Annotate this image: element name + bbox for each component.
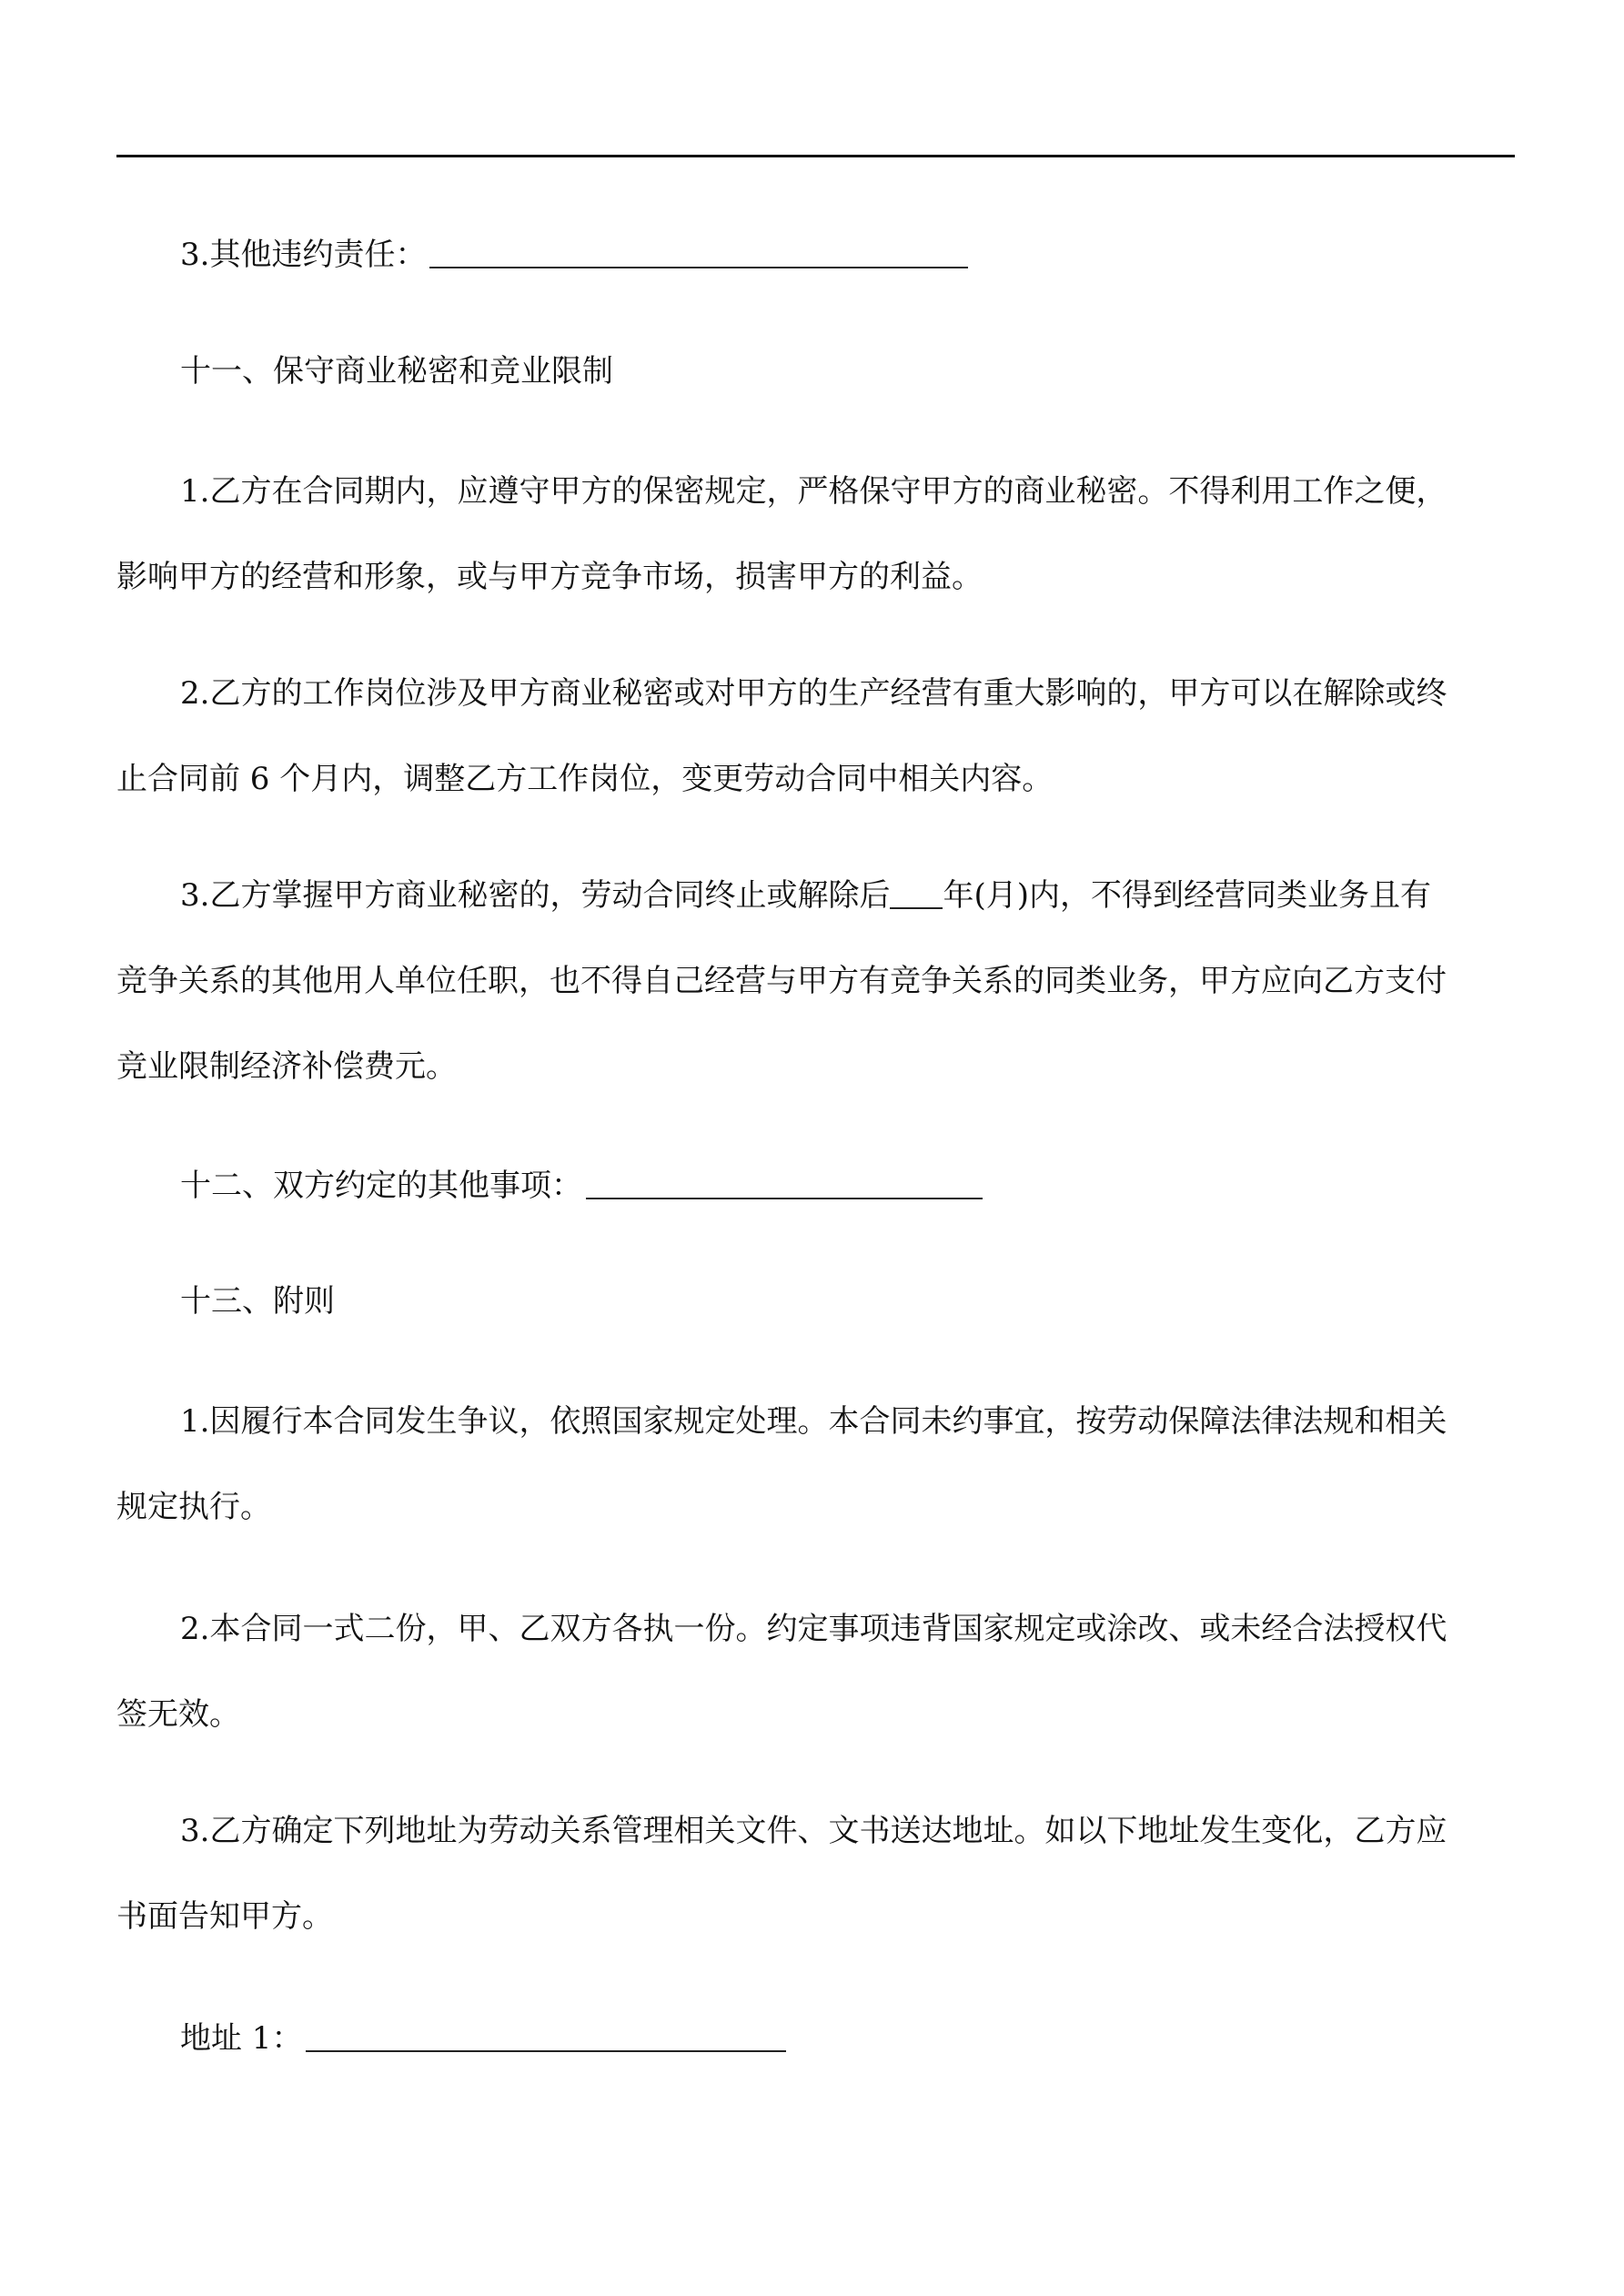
clause-13-3-line-1: 3.乙方确定下列地址为劳动关系管理相关文件、文书送达地址。如以下地址发生变化，乙方应 [180, 1813, 1447, 1849]
clause-10-3 [180, 228, 968, 282]
clause-11-3-line-1-part-a: 3.乙方掌握甲方商业秘密的，劳动合同终止或解除后 [180, 877, 891, 914]
blank-field-other-matters[interactable] [586, 1167, 983, 1199]
blank-field-years[interactable] [890, 876, 943, 909]
section-11-heading: 十一、保守商业秘密和竞业限制 [180, 353, 613, 389]
clause-10-3-text: 3.其他违约责任： [180, 237, 427, 273]
clause-11-2-line-2: 止合同前 6 个月内，调整乙方工作岗位，变更劳动合同中相关内容。 [116, 761, 1054, 797]
address-1 [180, 2011, 786, 2066]
clause-13-2-line-2: 签无效。 [116, 1696, 240, 1733]
blank-field-other-liability[interactable] [429, 236, 968, 268]
clause-11-1-line-2: 影响甲方的经营和形象，或与甲方竞争市场，损害甲方的利益。 [116, 559, 983, 595]
clause-13-1-line-1: 1.因履行本合同发生争议，依照国家规定处理。本合同未约事宜，按劳动保障法律法规和相关 [180, 1403, 1447, 1440]
clause-11-2-line-1: 2.乙方的工作岗位涉及甲方商业秘密或对甲方的生产经营有重大影响的，甲方可以在解除或终 [180, 675, 1447, 712]
clause-13-3-line-2: 书面告知甲方。 [116, 1898, 333, 1935]
clause-11-2 [116, 651, 1518, 822]
section-13-heading: 十三、附则 [180, 1283, 335, 1320]
header-rule [116, 155, 1515, 157]
clause-11-3-line-2: 竞争关系的其他用人单位任职，也不得自己经营与甲方有竞争关系的同类业务，甲方应向乙方支付 [116, 963, 1447, 999]
clause-13-1 [116, 1379, 1518, 1550]
clause-11-3-line-1 [116, 853, 1518, 938]
clause-13-3 [116, 1788, 1518, 1959]
clause-13-1-line-2: 规定执行。 [116, 1489, 271, 1525]
clause-11-1-line-1: 1.乙方在合同期内，应遵守甲方的保密规定，严格保守甲方的商业秘密。不得利用工作之便， [180, 473, 1447, 510]
address-1-input[interactable] [306, 2019, 786, 2052]
clause-11-1 [116, 449, 1518, 620]
address-1-label: 地址 1： [180, 2020, 303, 2057]
clause-13-2 [116, 1586, 1518, 1757]
clause-11-3-line-1-part-b: 年(月)内，不得到经营同类业务且有 [943, 877, 1431, 914]
clause-13-2-line-1: 2.本合同一式二份，甲、乙双方各执一份。约定事项违背国家规定或涂改、或未经合法授权代 [180, 1611, 1447, 1647]
clause-11-3-line-3: 竞业限制经济补偿费元。 [116, 1048, 457, 1085]
clause-11-3 [116, 853, 1518, 1109]
section-12-heading [180, 1158, 983, 1213]
section-12-text: 十二、双方约定的其他事项： [180, 1168, 582, 1204]
